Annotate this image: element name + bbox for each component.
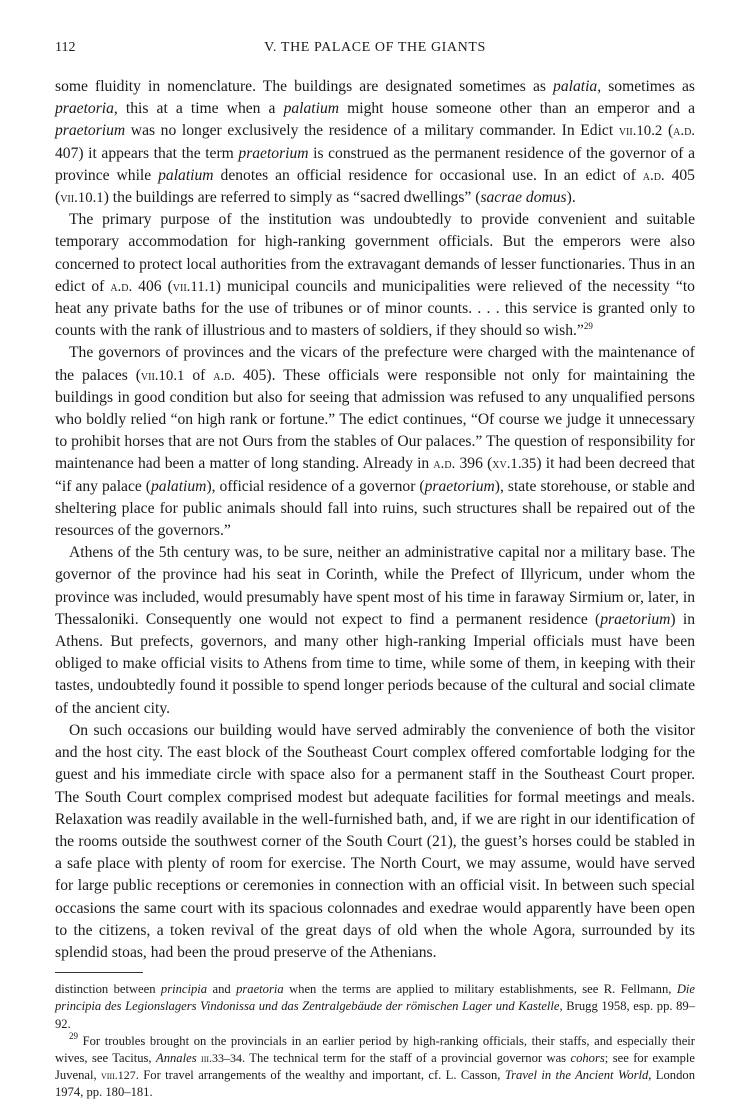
text-run: The primary purpose of the institution was undoubtedly to provide convenient and suitable temporary accommodation for high-ranking government officials. But the emperors were also concerned to protect local authorities from the extravagant demands of lesser functionaries. Thus in an edict of (55, 211, 695, 295)
footnote-continuation (55, 981, 695, 1033)
small-caps-run: a.d. (110, 278, 133, 295)
footnotes (55, 981, 695, 1101)
italic-run: praetoria (236, 982, 284, 997)
text-run: denotes an official residence for occasional use. In an edict of (213, 166, 643, 184)
small-caps-run: viii.127 (101, 1068, 136, 1083)
text-run: 406 ( (132, 277, 173, 295)
text-run: ) the buildings are referred to simply as “sacred dwellings” ( (103, 189, 481, 207)
text-run: , this at a time when a (113, 100, 284, 118)
text-run: 396 ( (455, 455, 493, 473)
text-run: On such occasions our building would have served admirably the convenience of both the visitor and the host city. The east block of the Southeast Court complex offered comfortable lodging for the guest and his immediate circle with space also for a permanent staff in the Southeast Court proper. The South Court complex comprised modest but adequate facilities for formal meetings and meals. Relaxation was readily available in the well-furnished bath, and, if we are right in our identification of the rooms outside the southwest corner of the South Court (21), the guest’s horses could be stabled in a safe place with plenty of room for exercise. The North Court, we may assume, would have served for large public receptions or ceremonies in connection with an official visit. In between such special occasions the same court with its spacious colonnades and exedrae would apparently have been open to the citizens, a token revival of the great days of old when the whole Agora, surrounded by its splendid stoas, had been the proud preserve of the Athenians. (55, 721, 695, 961)
italic-run: palatia (553, 78, 598, 95)
text-run: and (207, 982, 237, 997)
footnote-marker: 29 (69, 1030, 78, 1041)
text-run: ) it had been decreed that “if any palace ( (55, 455, 695, 495)
text-run: , sometimes as (597, 78, 696, 95)
small-caps-run: a.d. (213, 367, 236, 384)
main-text (55, 76, 695, 964)
text-run: . The technical term for the staff of a provincial governor was (241, 1050, 571, 1065)
italic-run: Die principia des Legionslagers Vindonissa und das Zentralgebäude der römischen Lager und Kastelle (55, 982, 695, 1014)
text-run: Athens of the 5th century was, to be sure, neither an administrative capital nor a military base. The governor of the province had his seat in Corinth, while the Prefect of Illyricum, under whom the province was included, would presumably have spent most of his time in faraway Sirmium or, later, in Thessaloniki. Consequently one would not expect to find a permanent residence ( (55, 544, 695, 628)
small-caps-run: vii.10.2 (618, 123, 663, 140)
footnote-marker: 29 (583, 321, 593, 332)
text-run: when the terms are applied to military establishments, see R. Fellmann, (283, 982, 677, 997)
text-run: was no longer exclusively the residence of a military commander. In Edict (125, 122, 619, 140)
text-run: ), official residence of a governor ( (206, 477, 425, 495)
text-run: 407) it appears that the term (55, 144, 239, 162)
small-caps-run: a.d. (433, 456, 456, 473)
book-page (55, 40, 695, 1102)
small-caps-run: a.d. (673, 123, 696, 140)
italic-run: palatium (158, 166, 214, 184)
text-run: For troubles brought on the provincials in an earlier period by high-ranking officials, their staffs, and especially their wives, see Tacitus, (55, 1033, 695, 1065)
text-run: ; see for example Juvenal, (55, 1050, 696, 1083)
text-run: ) in Athens. But prefects, governors, and many other high-ranking Imperial officials must have been obliged to make official visits to Athens from time to time, while some of them, in keeping with their tastes, undoubtedly found it possible to spend longer periods because of the cultural and social climate of the ancient city. (55, 610, 695, 717)
text-run: , Brugg 1958, esp. pp. 89–92. (55, 999, 696, 1031)
text-run: of (184, 366, 214, 384)
text-run: 405). These officials were responsible not only for maintaining the buildings in good condition but also for seeing that admission was refused to any unqualified persons who boldly relied “on high rank or fortune.” The edict continues, “Of course we judge it unnecessary to prohibit horses that are not Ours from the stables of Our palaces.” The question of responsibility for maintenance had been a matter of long standing. Already in (55, 366, 695, 473)
italic-run: praetorium (424, 477, 495, 495)
running-head: V. THE PALACE OF THE GIANTS (264, 40, 486, 55)
small-caps-run: vii.10.1 (140, 367, 185, 384)
italic-run: praetorium (600, 610, 671, 628)
text-run: might house someone other than an emperor and a (339, 100, 695, 118)
paragraph (55, 542, 695, 720)
italic-run: palatium (151, 477, 207, 495)
page-number: 112 (55, 40, 76, 55)
italic-run: sacrae domus (480, 189, 567, 207)
text-run: , London 1974, pp. 180–181. (55, 1068, 695, 1100)
text-run: ( (662, 122, 674, 140)
paragraph (55, 209, 695, 342)
text-run: ), state storehouse, or stable and sheltering place for public animals should fall into ruins, such structures shall be repaired out of the resources of the governors.” (55, 477, 695, 540)
text-run: distinction between (55, 982, 161, 997)
italic-run: Annales (156, 1050, 197, 1065)
small-caps-run: a.d. (642, 167, 665, 184)
small-caps-run: vii.11.1 (172, 278, 216, 295)
text-run: is construed as the permanent residence of the governor of a province while (55, 144, 695, 184)
paragraph (55, 342, 695, 542)
footnote-29 (55, 1030, 696, 1102)
italic-run: Travel in the Ancient World (504, 1068, 649, 1083)
text-run: ) municipal councils and municipalities were relieved of the necessity “to heat any private baths for the use of tribunes or of minor counts. . . . this service is granted only to counts with the rank of illustrious and to masters of soldiers, if they should so wish.” (55, 277, 695, 340)
text-run: 405 ( (55, 166, 695, 207)
italic-run: palatium (283, 100, 340, 118)
italic-run: praetoria (55, 100, 114, 118)
italic-run: praetorium (238, 144, 309, 162)
text-run: . For travel arrangements of the wealthy and important, cf. L. Casson, (135, 1068, 505, 1083)
italic-run: praetorium (55, 122, 126, 140)
small-caps-run: iii.33–34 (201, 1050, 242, 1065)
paragraph (55, 76, 695, 209)
text-run: some fluidity in nomenclature. The buildings are designated sometimes as (55, 78, 554, 95)
paragraph (55, 720, 695, 964)
text-run: The governors of provinces and the vicars of the prefecture were charged with the maintenance of the palaces ( (55, 344, 695, 384)
italic-run: cohors (570, 1050, 605, 1065)
italic-run: principia (160, 982, 208, 997)
small-caps-run: xv.1.35 (492, 456, 537, 473)
text-run: ). (566, 189, 576, 207)
page-header (55, 40, 695, 64)
small-caps-run: vii.10.1 (60, 190, 104, 207)
footnote-divider (55, 972, 143, 973)
